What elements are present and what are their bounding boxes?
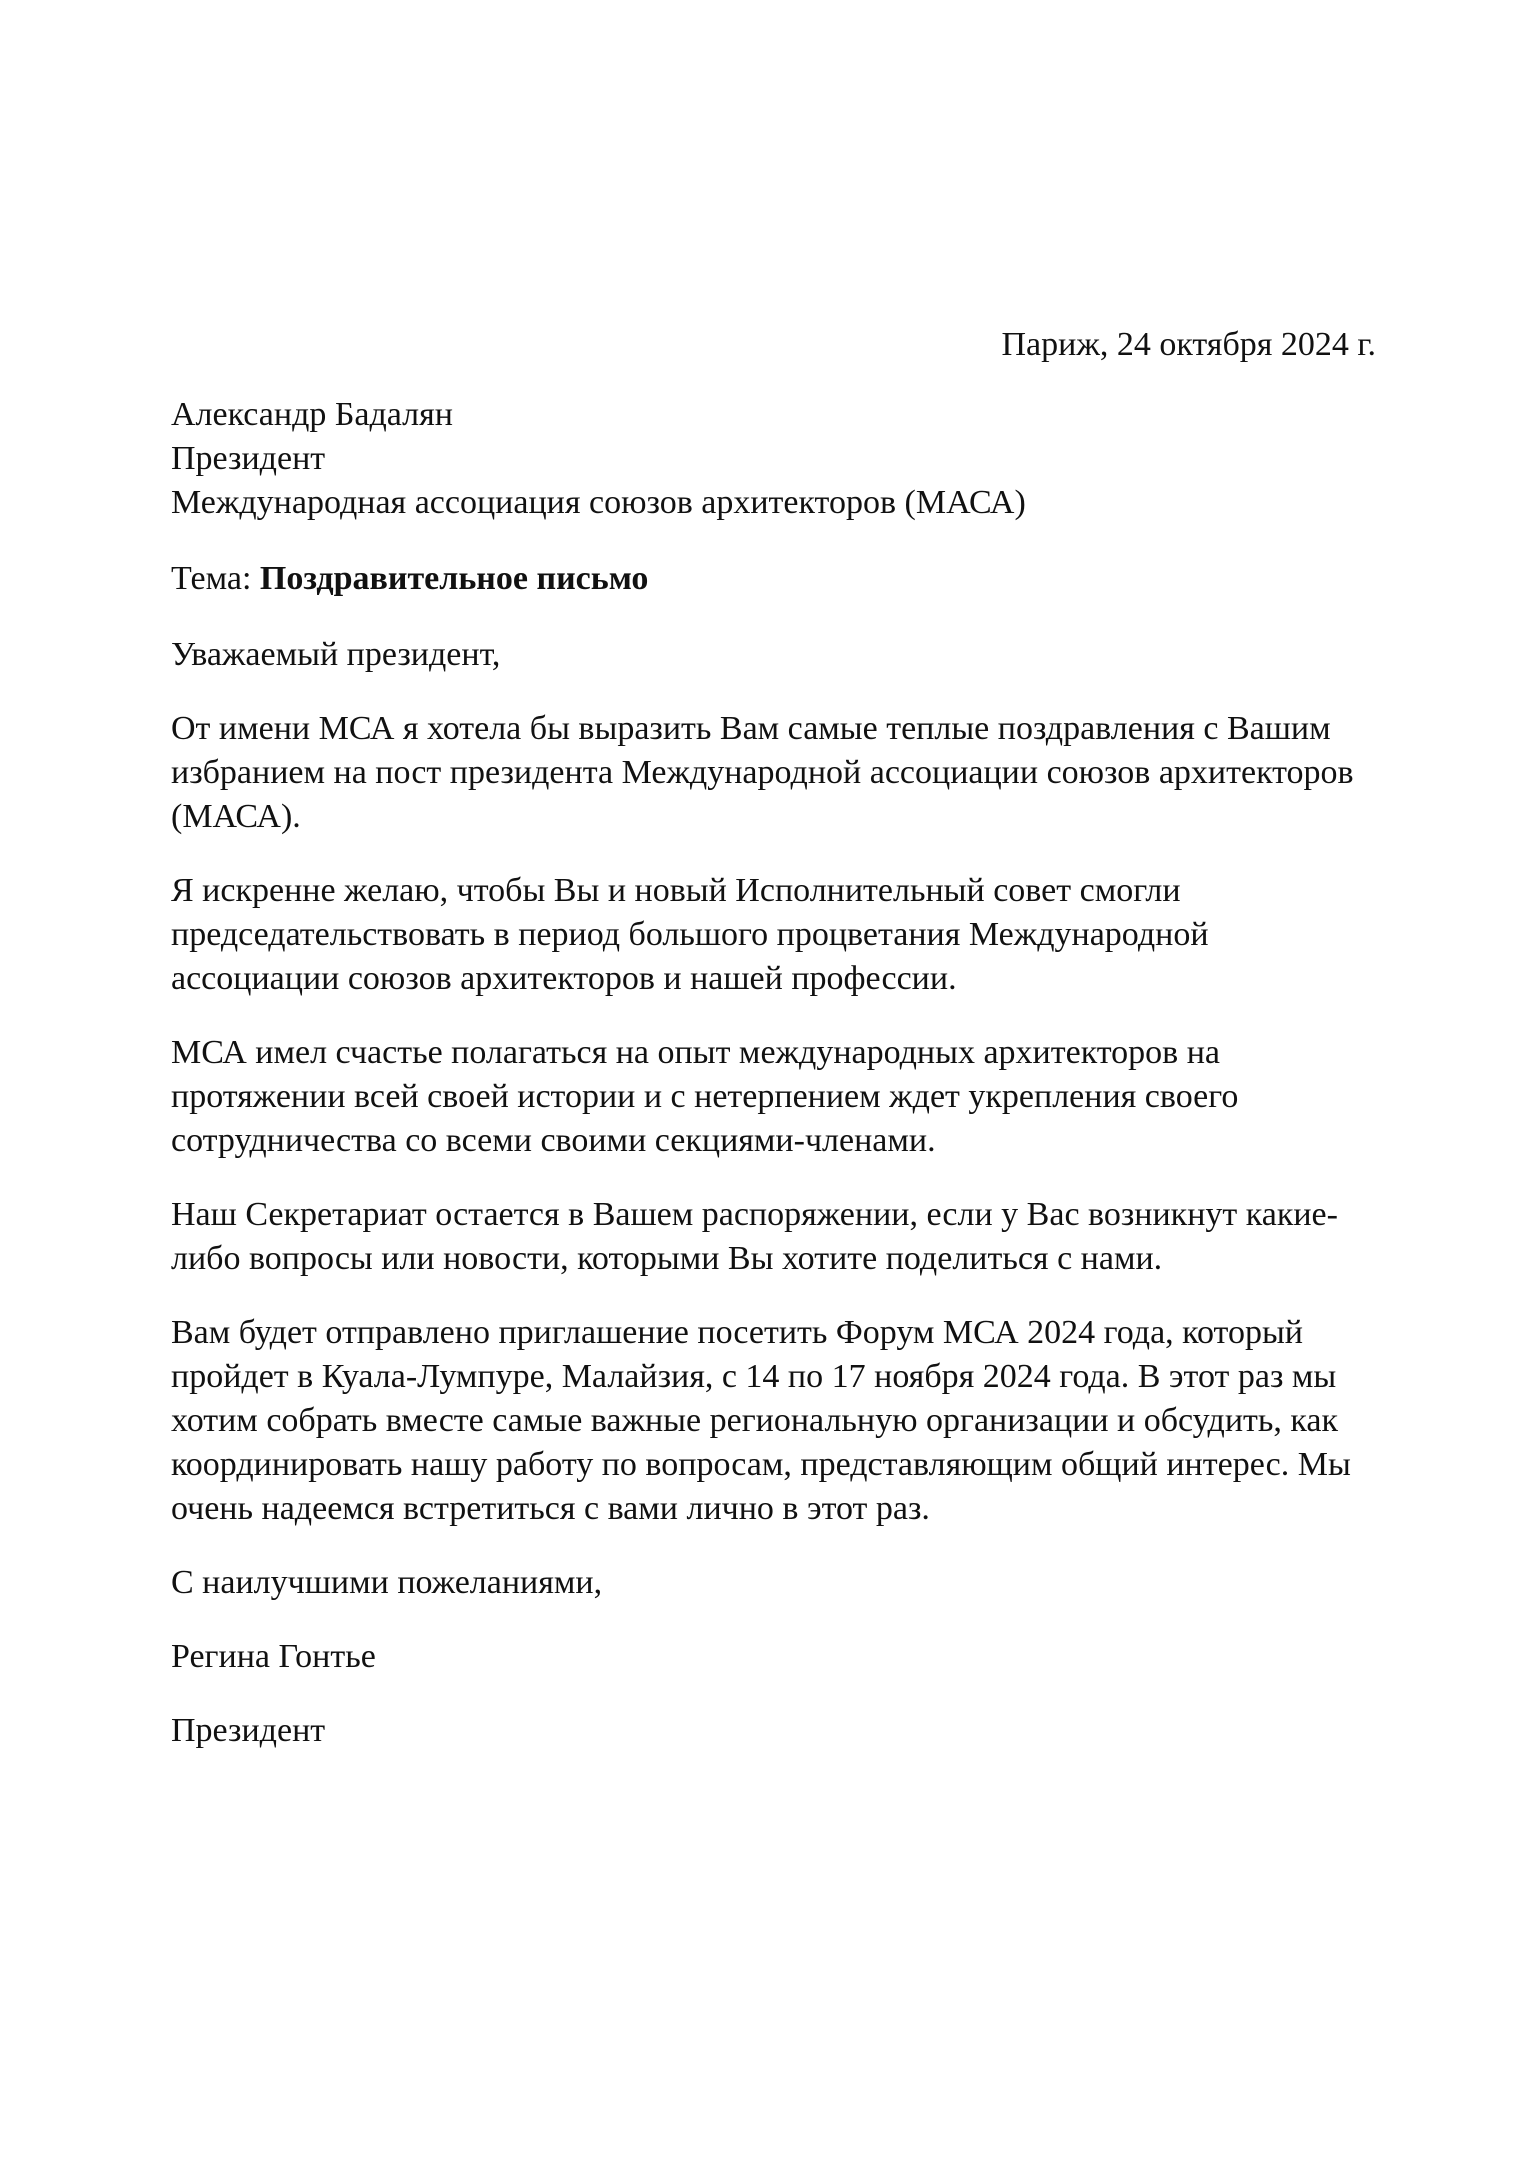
signature-title: Президент [171,1712,326,1749]
body-paragraph: От имени МСА я хотела бы выразить Вам самые теплые поздравления с Вашим избранием на пост президента Международной ассоциации союзов архитекторов (МАСА). [171,710,1354,835]
letter-date: Париж, 24 октября 2024 г. [1001,326,1376,363]
closing: С наилучшими пожеланиями, [171,1564,603,1601]
body-paragraph: Наш Секретариат остается в Вашем распоряжении, если у Вас возникнут какие-либо вопросы или новости, которыми Вы хотите поделиться с нами. [171,1196,1338,1277]
recipient-name: Александр Бадалян [171,396,453,433]
subject-line [171,557,1381,601]
recipient-block [171,393,1381,525]
body-paragraph: МСА имел счастье полагаться на опыт международных архитекторов на протяжении всей своей истории и с нетерпением ждет укрепления своего сотрудничества со всеми своими секциями-членами. [171,1034,1239,1159]
body-paragraph: Вам будет отправлено приглашение посетить Форум МСА 2024 года, который пройдет в Куала-Лумпуре, Малайзия, с 14 по 17 ноября 2024 года. В этот раз мы хотим собрать вместе самые важные региональную организации и обсудить, как координировать нашу работу по вопросам, представляющим общий интерес. Мы очень надеемся встретиться с вами лично в этот раз. [171,1314,1351,1527]
salutation: Уважаемый президент, [171,636,501,673]
recipient-organization: Международная ассоциация союзов архитекторов (МАСА) [171,484,1026,521]
subject-label: Тема: [171,560,260,597]
recipient-title: Президент [171,440,326,477]
letter-content [171,323,1381,1783]
signature-name: Регина Гонтье [171,1638,376,1675]
body-paragraph: Я искренне желаю, чтобы Вы и новый Исполнительный совет смогли председательствовать в период большого процветания Международной ассоциации союзов архитекторов и нашей профессии. [171,872,1209,997]
subject-value: Поздравительное письмо [259,560,649,597]
